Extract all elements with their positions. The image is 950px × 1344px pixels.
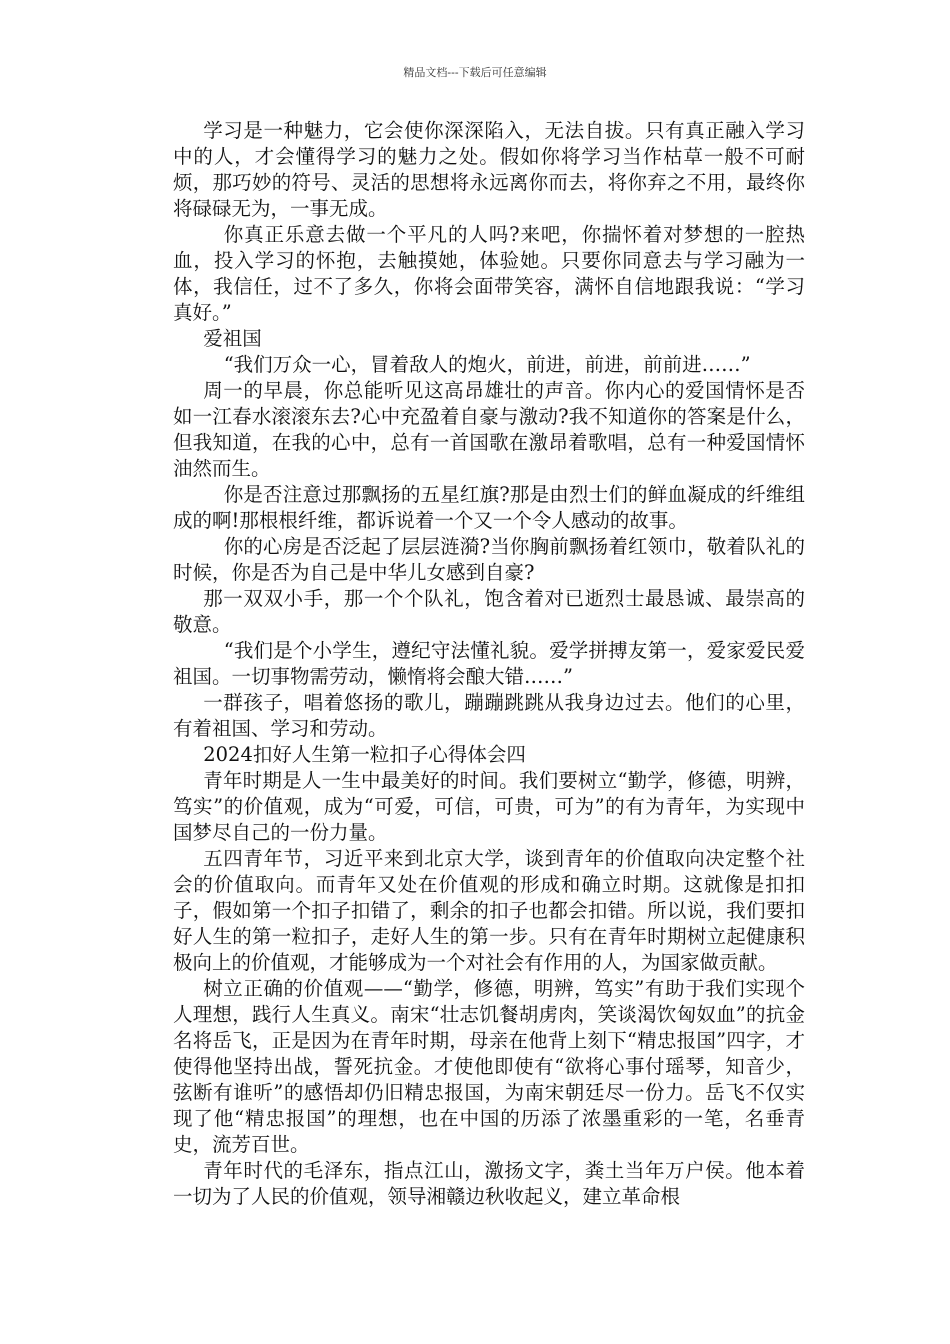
paragraph: 你是否注意过那飘扬的五星红旗?那是由烈士们的鲜血凝成的纤维组成的啊!那根根纤维，都诉说着一个又一个令人感动的故事。 xyxy=(173,483,805,532)
paragraph: “我们万众一心，冒着敌人的炮火，前进，前进，前前进……” xyxy=(223,353,751,376)
paragraph: 一群孩子，唱着悠扬的歌儿，蹦蹦跳跳从我身边过去。他们的心里，有着祖国、学习和劳动。 xyxy=(173,691,805,740)
paragraph: 你的心房是否泛起了层层涟漪?当你胸前飘扬着红领巾，敬着队礼的时候，你是否为自己是中华儿女感到自豪? xyxy=(173,535,805,584)
paragraph: 五四青年节，习近平来到北京大学，谈到青年的价值取向决定整个社会的价值取向。而青年又处在价值观的形成和确立时期。这就像是扣扣子，假如第一个扣子扣错了，剩余的扣子也都会扣错。所以说，我们要扣好人生的第一粒扣子，走好人生的第一步。只有在青年时期树立起健康积极向上的价值观，才能够成为一个对社会有作用的人，为国家做贡献。 xyxy=(173,847,805,974)
paragraph: 学习是一种魅力，它会使你深深陷入，无法自拔。只有真正融入学习中的人，才会懂得学习的魅力之处。假如你将学习当作枯草一般不可耐烦，那巧妙的符号、灵活的思想将永远离你而去，将你弃之不用，最终你将碌碌无为，一事无成。 xyxy=(173,119,805,220)
paragraph: 那一双双小手，那一个个队礼，饱含着对已逝烈士最恳诚、最崇高的敬意。 xyxy=(173,587,805,636)
page-header: 精品文档---下载后可任意编辑 xyxy=(403,66,547,79)
paragraph: “我们是个小学生，遵纪守法懂礼貌。爱学拼搏友第一，爱家爱民爱祖国。一切事物需劳动，懒惰将会酿大错……” xyxy=(173,639,805,688)
paragraph: 你真正乐意去做一个平凡的人吗?来吧，你揣怀着对梦想的一腔热血，投入学习的怀抱，去触摸她，体验她。只要你同意去与学习融为一体，我信任，过不了多久，你将会面带笑容，满怀自信地跟我说：“学习真好。” xyxy=(173,223,805,324)
section-heading: 2024扣好人生第一粒扣子心得体会四 xyxy=(203,743,526,766)
paragraph: 树立正确的价值观——“勤学，修德，明辨，笃实”有助于我们实现个人理想，践行人生真义。南宋“壮志饥餐胡虏肉，笑谈渴饮匈奴血”的抗金名将岳飞，正是因为在青年时期，母亲在他背上刻下“精忠报国”四字，才使得他坚持出战，誓死抗金。才使他即使有“欲将心事付瑶琴，知音少，弦断有谁听”的感悟却仍旧精忠报国，为南宋朝廷尽一份力。岳飞不仅实现了他“精忠报国”的理想，也在中国的历添了浓墨重彩的一笔，名垂青史，流芳百世。 xyxy=(173,977,805,1156)
paragraph: 青年时期是人一生中最美好的时间。我们要树立“勤学，修德，明辨，笃实”的价值观，成为“可爱，可信，可贵，可为”的有为青年，为实现中国梦尽自己的一份力量。 xyxy=(173,769,805,844)
paragraph: 青年时代的毛泽东，指点江山，激扬文字，粪土当年万户侯。他本着一切为了人民的价值观，领导湘赣边秋收起义，建立革命根 xyxy=(173,1159,805,1208)
document-body xyxy=(173,118,805,1210)
paragraph: 周一的早晨，你总能听见这高昂雄壮的声音。你内心的爱国情怀是否如一江春水滚滚东去?心中充盈着自豪与激动?我不知道你的答案是什么，但我知道，在我的心中，总有一首国歌在激昂着歌唱，总有一种爱国情怀油然而生。 xyxy=(173,379,805,480)
section-heading: 爱祖国 xyxy=(203,327,262,350)
